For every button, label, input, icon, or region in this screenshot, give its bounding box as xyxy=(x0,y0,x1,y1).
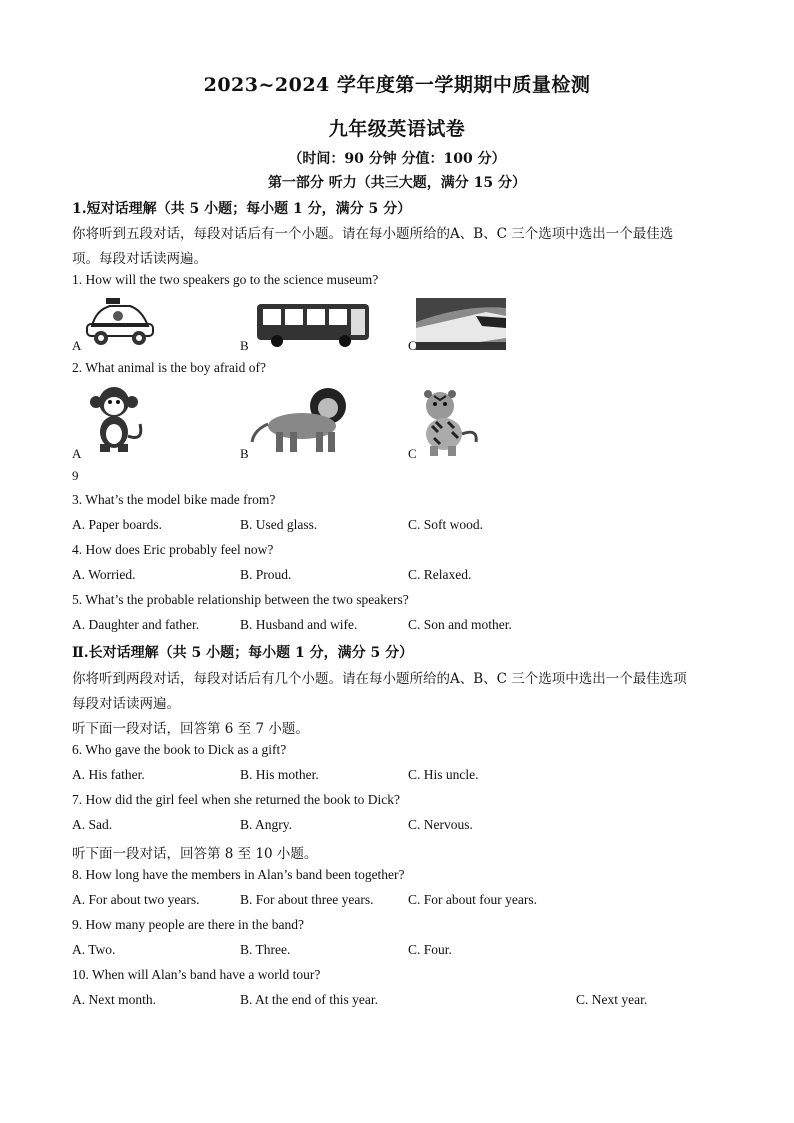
page-title: 2023~2024 学年度第一学期期中质量检测 xyxy=(203,74,591,96)
q10-option-a: A. Next month. xyxy=(72,992,156,1007)
q5-option-c: C. Son and mother. xyxy=(408,617,512,632)
q6-option-a: A. His father. xyxy=(72,767,145,782)
section1-heading: 1.短对话理解（共 5 小题；每小题 1 分，满分 5 分） xyxy=(72,201,412,217)
tiger-picture xyxy=(418,388,482,458)
q2-option-b-label: B xyxy=(240,446,249,461)
question-4: 4. How does Eric probably feel now? xyxy=(72,542,274,557)
q6-option-b: B. His mother. xyxy=(240,767,319,782)
taxi-picture xyxy=(84,296,156,348)
question-9: 9. How many people are there in the band? xyxy=(72,917,305,932)
q10-option-b: B. At the end of this year. xyxy=(240,992,378,1007)
q7-option-c: C. Nervous. xyxy=(408,817,473,832)
q4-option-b: B. Proud. xyxy=(240,567,292,582)
q4-option-a: A. Worried. xyxy=(72,567,136,582)
monkey-picture xyxy=(84,384,150,454)
section2-instruction-line1: 你将听到两段对话，每段对话后有几个小题。请在每小题所给的A、B、C 三个选项中选出一个最佳选项 xyxy=(72,671,687,687)
q10-option-c: C. Next year. xyxy=(576,992,648,1007)
q9-option-c: C. Four. xyxy=(408,942,452,957)
q9-option-b: B. Three. xyxy=(240,942,291,957)
q3-option-c: C. Soft wood. xyxy=(408,517,484,532)
question-3: 3. What’s the model bike made from? xyxy=(72,492,276,507)
bus-picture xyxy=(255,302,373,348)
dialogue-1-intro: 听下面一段对话，回答第 6 至 7 小题。 xyxy=(72,721,309,737)
question-10: 10. When will Alan’s band have a world tour? xyxy=(72,967,321,982)
question-5: 5. What’s the probable relationship between the two speakers? xyxy=(72,592,409,607)
q2-option-c-label: C xyxy=(408,446,417,461)
q3-option-a: A. Paper boards. xyxy=(72,517,162,532)
question-8: 8. How long have the members in Alan’s band been together? xyxy=(72,867,405,882)
q2-option-a-label: A xyxy=(72,446,82,461)
time-score-line: （时间：90 分钟 分值：100 分） xyxy=(288,151,506,167)
q7-option-a: A. Sad. xyxy=(72,817,113,832)
q3-option-b: B. Used glass. xyxy=(240,517,318,532)
q5-option-a: A. Daughter and father. xyxy=(72,617,200,632)
q1-option-c-label: C xyxy=(408,338,417,353)
q9-option-a: A. Two. xyxy=(72,942,116,957)
question-6: 6. Who gave the book to Dick as a gift? xyxy=(72,742,287,757)
stray-mark: 9 xyxy=(72,468,79,483)
q8-option-c: C. For about four years. xyxy=(408,892,537,907)
q1-option-a-label: A xyxy=(72,338,82,353)
q8-option-a: A. For about two years. xyxy=(72,892,200,907)
q7-option-b: B. Angry. xyxy=(240,817,293,832)
part-one-heading: 第一部分 听力（共三大题，满分 15 分） xyxy=(267,175,527,191)
section2-heading: Ⅱ.长对话理解（共 5 小题；每小题 1 分，满分 5 分） xyxy=(72,645,414,661)
page-subtitle: 九年级英语试卷 xyxy=(328,118,466,140)
train-picture xyxy=(416,298,506,350)
question-1: 1. How will the two speakers go to the science museum? xyxy=(72,272,379,287)
section1-instruction-line1: 你将听到五段对话，每段对话后有一个小题。请在每小题所给的A、B、C 三个选项中选出一个最佳选 xyxy=(72,226,674,242)
q4-option-c: C. Relaxed. xyxy=(408,567,472,582)
lion-picture xyxy=(250,386,368,456)
q1-option-b-label: B xyxy=(240,338,249,353)
q8-option-b: B. For about three years. xyxy=(240,892,374,907)
question-7: 7. How did the girl feel when she returned the book to Dick? xyxy=(72,792,401,807)
dialogue-2-intro: 听下面一段对话，回答第 8 至 10 小题。 xyxy=(72,846,318,862)
section1-instruction-line2: 项。每段对话读两遍。 xyxy=(72,251,207,267)
question-2: 2. What animal is the boy afraid of? xyxy=(72,360,266,375)
section2-instruction-line2: 每段对话读两遍。 xyxy=(72,696,180,712)
q5-option-b: B. Husband and wife. xyxy=(240,617,358,632)
q6-option-c: C. His uncle. xyxy=(408,767,479,782)
